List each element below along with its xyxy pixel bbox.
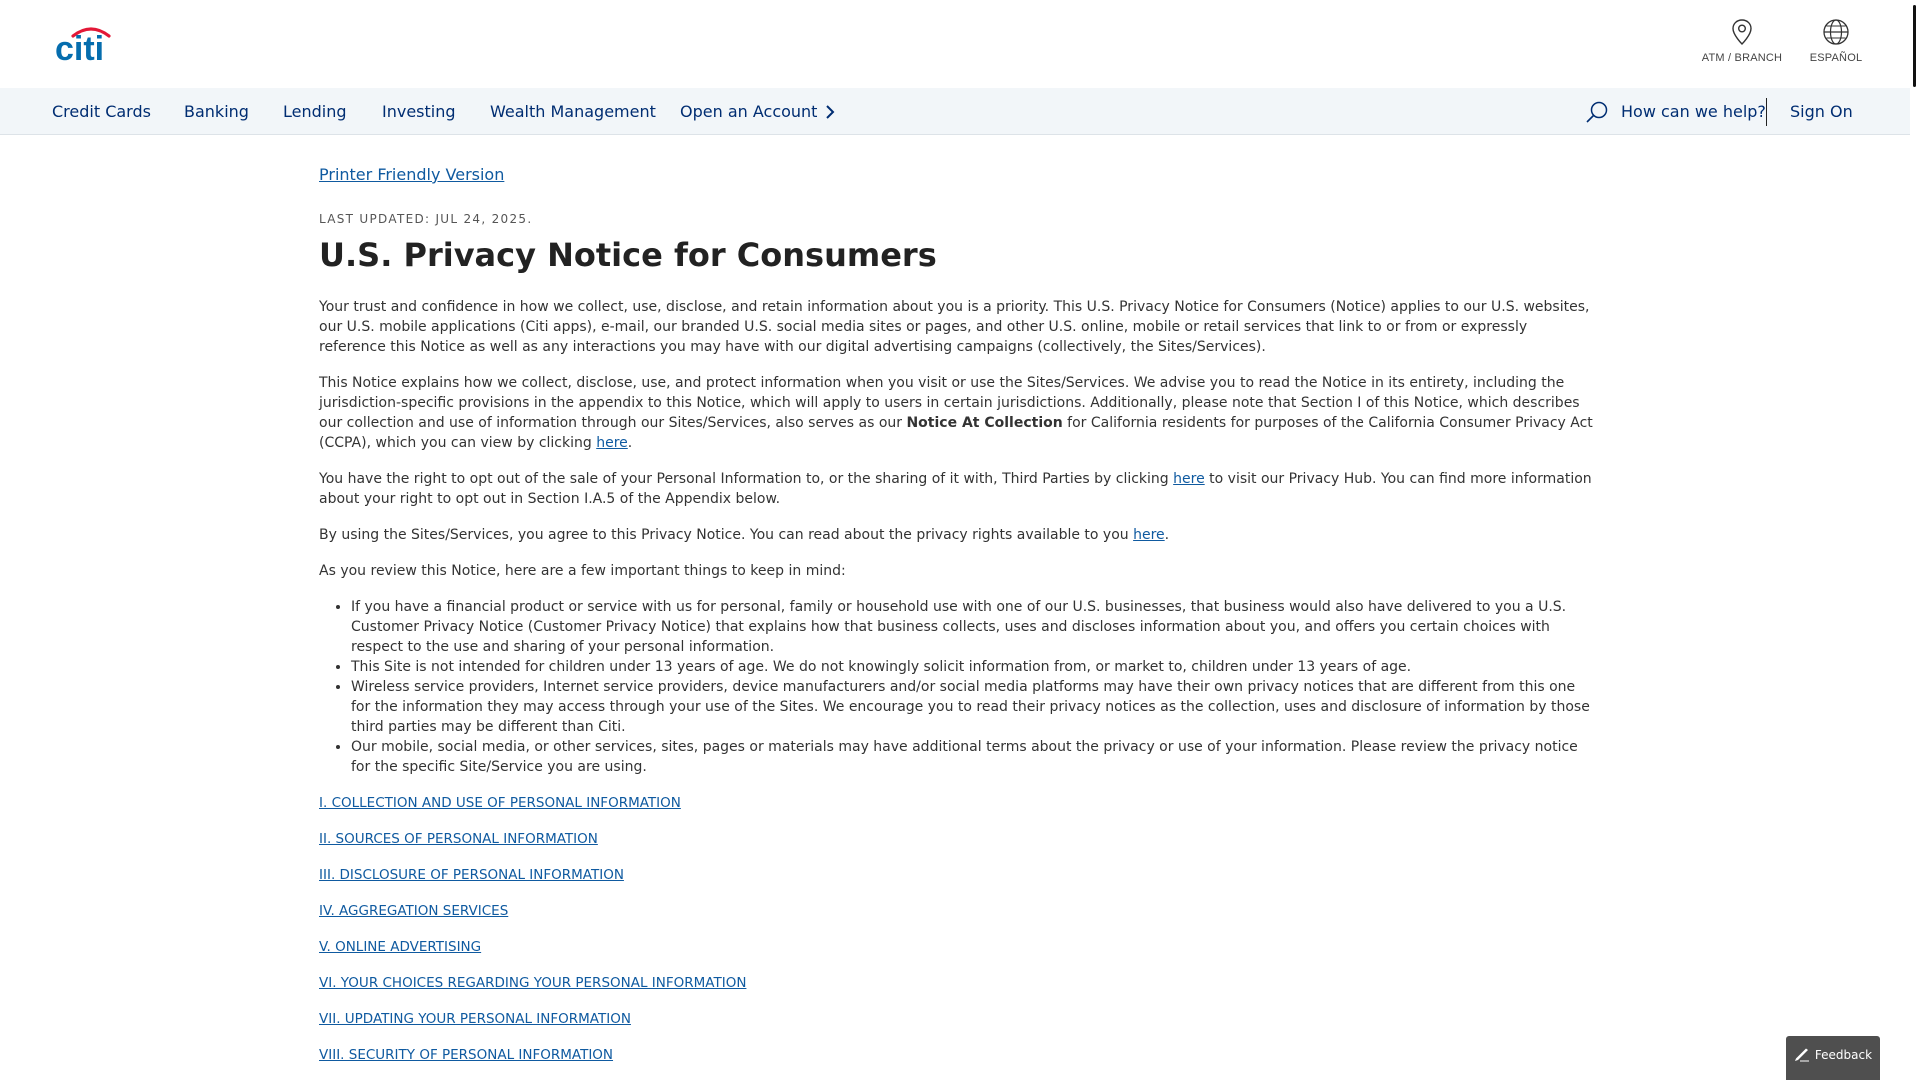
agreement-text-end: .	[1164, 527, 1170, 543]
language-link[interactable]	[1800, 18, 1872, 64]
keep-in-mind-paragraph: As you review this Notice, here are a few important things to keep in mind:	[319, 563, 846, 579]
list-item: • This Site is not intended for children under 13 years of age. We do not knowingly solicit information from, or market to, children under 13 years of age.	[351, 657, 1595, 677]
nav-open-an-account[interactable]	[680, 88, 835, 135]
help-search-button[interactable]	[1585, 88, 1766, 135]
main-content	[319, 165, 1595, 1080]
toc-link-disclosure[interactable]: III. DISCLOSURE OF PERSONAL INFORMATION	[319, 867, 624, 883]
nav-lending[interactable]: Lending	[283, 102, 347, 121]
opt-out-text-b: to visit our Privacy Hub. You can find more information about your right to opt out in Section I.A.5 of the Appendix below.	[319, 471, 1592, 507]
atm-branch-label: ATM / BRANCH	[1701, 52, 1783, 64]
nav-divider	[1766, 98, 1767, 126]
nav-open-an-account-label: Open an Account	[680, 102, 818, 121]
scrollbar-thumb[interactable]	[1913, 5, 1916, 87]
toc-link-security[interactable]: VIII. SECURITY OF PERSONAL INFORMATION	[319, 1047, 614, 1063]
globe-icon	[1822, 18, 1850, 46]
agreement-paragraph	[319, 525, 1595, 545]
privacy-rights-here-link[interactable]: here	[1133, 527, 1165, 543]
nav-banking[interactable]: Banking	[184, 102, 249, 121]
agreement-text: By using the Sites/Services, you agree to this Privacy Notice. You can read about the privacy rights available to you	[319, 527, 1134, 543]
nav-credit-cards[interactable]: Credit Cards	[52, 102, 151, 121]
atm-branch-link[interactable]	[1700, 18, 1784, 64]
opt-out-text-a: You have the right to opt out of the sale of your Personal Information to, or the sharing of it with, Third Parties by clicking	[319, 471, 1174, 487]
ccpa-here-link[interactable]: here	[596, 435, 628, 451]
toc-link-sources[interactable]: II. SOURCES OF PERSONAL INFORMATION	[319, 831, 598, 847]
toc-link-online-advertising[interactable]: V. ONLINE ADVERTISING	[319, 939, 482, 955]
list-item: • If you have a financial product or service with us for personal, family or household use with one of our U.S. businesses, that business would also have delivered to you a U.S. Customer Privacy Notice (Customer Privacy Notice) that explains how that business collects, uses and discloses information about you, and offers you certain choices with respect to the use and sharing of your personal information.	[351, 597, 1595, 657]
notice-text-b: for California residents for purposes of the California Consumer Privacy Act (CCPA), which you can view by clicking	[319, 415, 1593, 451]
toc-link-your-choices[interactable]: VI. YOUR CHOICES REGARDING YOUR PERSONAL INFORMATION	[319, 975, 747, 991]
pencil-icon	[1794, 1048, 1810, 1062]
table-of-contents	[319, 793, 1595, 1065]
list-item: • Our mobile, social media, or other services, sites, pages or materials may have additional terms about the privacy or use of your information. Please review the privacy notice for the specific Site/Service you are using.	[351, 737, 1595, 777]
sign-on-button[interactable]: Sign On	[1790, 102, 1853, 121]
toc-link-aggregation[interactable]: IV. AGGREGATION SERVICES	[319, 903, 509, 919]
chevron-right-icon	[825, 104, 835, 120]
citi-logo[interactable]	[55, 24, 115, 64]
feedback-button[interactable]	[1786, 1036, 1880, 1080]
search-icon	[1585, 100, 1609, 124]
list-item: • Wireless service providers, Internet service providers, device manufacturers and/or social media platforms may have their own privacy notices that are different from this one for the information they may access through your use of the Sites. We encourage you to read their privacy notices as the collection, uses and disclosure of information by those third parties may be different than Citi.	[351, 677, 1595, 737]
feedback-label: Feedback	[1814, 1048, 1873, 1062]
intro-paragraph: Your trust and confidence in how we collect, use, disclose, and retain information about you is a priority. This U.S. Privacy Notice for Consumers (Notice) applies to our U.S. websites, our U.S. mobile applications (Citi apps), e-mail, our branded U.S. social media sites or pages, and other U.S. online, mobile or retail services that link to or from or expressly reference this Notice as well as any interactions you may have with our digital advertising campaigns (collectively, the Sites/Services).	[319, 299, 1590, 355]
notice-paragraph	[319, 373, 1595, 453]
notice-text-a: This Notice explains how we collect, disclose, use, and protect information when you visit or use the Sites/Services. We advise you to read the Notice in its entirety, including the jurisdiction-specific provisions in the appendix to this Notice, which will apply to users in certain jurisdictions. Additionally, please note that Section I of this Notice, which describes our collection and use of information through our Sites/Services, also serves as our	[319, 375, 1580, 431]
page-title: U.S. Privacy Notice for Consumers	[319, 236, 937, 274]
notice-text-end: .	[627, 435, 633, 451]
help-label: How can we help?	[1621, 102, 1766, 121]
toc-link-collection[interactable]: I. COLLECTION AND USE OF PERSONAL INFORMATION	[319, 795, 681, 811]
toc-link-updating[interactable]: VII. UPDATING YOUR PERSONAL INFORMATION	[319, 1011, 631, 1027]
nav-investing[interactable]: Investing	[382, 102, 456, 121]
privacy-hub-here-link[interactable]: here	[1173, 471, 1205, 487]
main-nav	[0, 88, 1910, 135]
opt-out-paragraph	[319, 469, 1595, 509]
svg-text:citi: citi	[55, 30, 105, 64]
language-label: ESPAÑOL	[1809, 52, 1863, 64]
printer-friendly-link[interactable]: Printer Friendly Version	[319, 165, 505, 184]
location-pin-icon	[1731, 18, 1753, 46]
bullet-list	[319, 597, 1595, 777]
nav-wealth-management[interactable]: Wealth Management	[490, 102, 656, 121]
top-header	[0, 0, 1910, 88]
scrollbar-track[interactable]	[1910, 0, 1920, 1080]
notice-at-collection: Notice At Collection	[906, 415, 1063, 431]
last-updated: LAST UPDATED: JUL 24, 2025.	[319, 212, 533, 226]
